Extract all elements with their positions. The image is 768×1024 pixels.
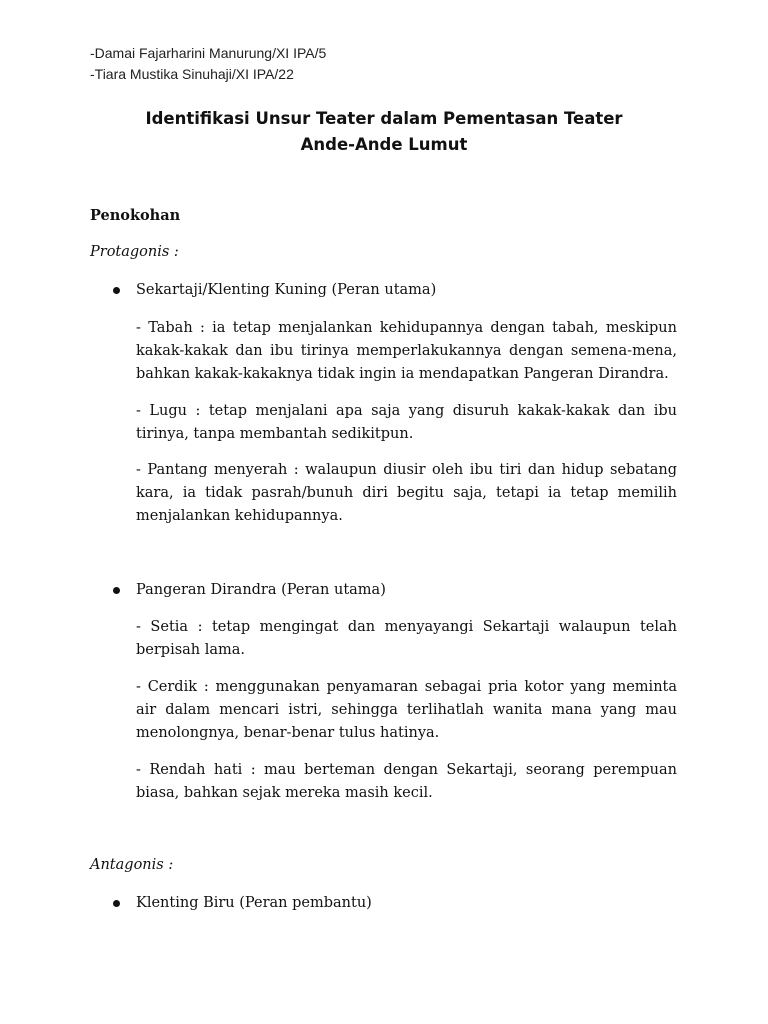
bullet-icon bbox=[113, 287, 120, 294]
section-heading: Penokohan bbox=[90, 207, 181, 224]
character-trait: - Lugu : tetap menjalani apa saja yang disuruh kakak-kakak dan ibu tirinya, tanpa membantah sedikitpun. bbox=[136, 403, 677, 442]
bullet-icon bbox=[113, 900, 120, 907]
character-name: Pangeran Dirandra (Peran utama) bbox=[136, 582, 386, 598]
document-title-line-1: Identifikasi Unsur Teater dalam Pementasan Teater bbox=[145, 109, 623, 128]
bullet-icon bbox=[113, 587, 120, 594]
character-name: Sekartaji/Klenting Kuning (Peran utama) bbox=[136, 282, 437, 298]
antagonis-label: Antagonis : bbox=[90, 857, 174, 873]
character-trait: - Rendah hati : mau berteman dengan Sekartaji, seorang perempuan biasa, bahkan sejak mereka masih kecil. bbox=[136, 762, 677, 801]
character-name: Klenting Biru (Peran pembantu) bbox=[136, 895, 372, 911]
character-trait: - Setia : tetap mengingat dan menyayangi Sekartaji walaupun telah berpisah lama. bbox=[136, 619, 677, 658]
character-trait: - Pantang menyerah : walaupun diusir oleh ibu tiri dan hidup sebatang kara, ia tidak pasrah/bunuh diri begitu saja, tetapi ia tetap memilih menjalankan kehidupannya. bbox=[136, 462, 677, 524]
author-line-2: -Tiara Mustika Sinuhaji/XI IPA/22 bbox=[90, 66, 294, 82]
protagonis-label: Protagonis : bbox=[90, 244, 179, 260]
character-trait: - Cerdik : menggunakan penyamaran sebagai pria kotor yang meminta air dalam mencari istri, sehingga terlihatlah wanita mana yang mau menolongnya, benar-benar tulus hatinya. bbox=[136, 679, 677, 741]
document-title-line-2: Ande-Ande Lumut bbox=[300, 135, 468, 154]
author-line-1: -Damai Fajarharini Manurung/XI IPA/5 bbox=[90, 45, 327, 61]
character-trait: - Tabah : ia tetap menjalankan kehidupannya dengan tabah, meskipun kakak-kakak dan ibu tirinya memperlakukannya dengan semena-mena, bahkan kakak-kakaknya tidak ingin ia mendapatkan Pangeran Dirandra. bbox=[136, 320, 677, 382]
